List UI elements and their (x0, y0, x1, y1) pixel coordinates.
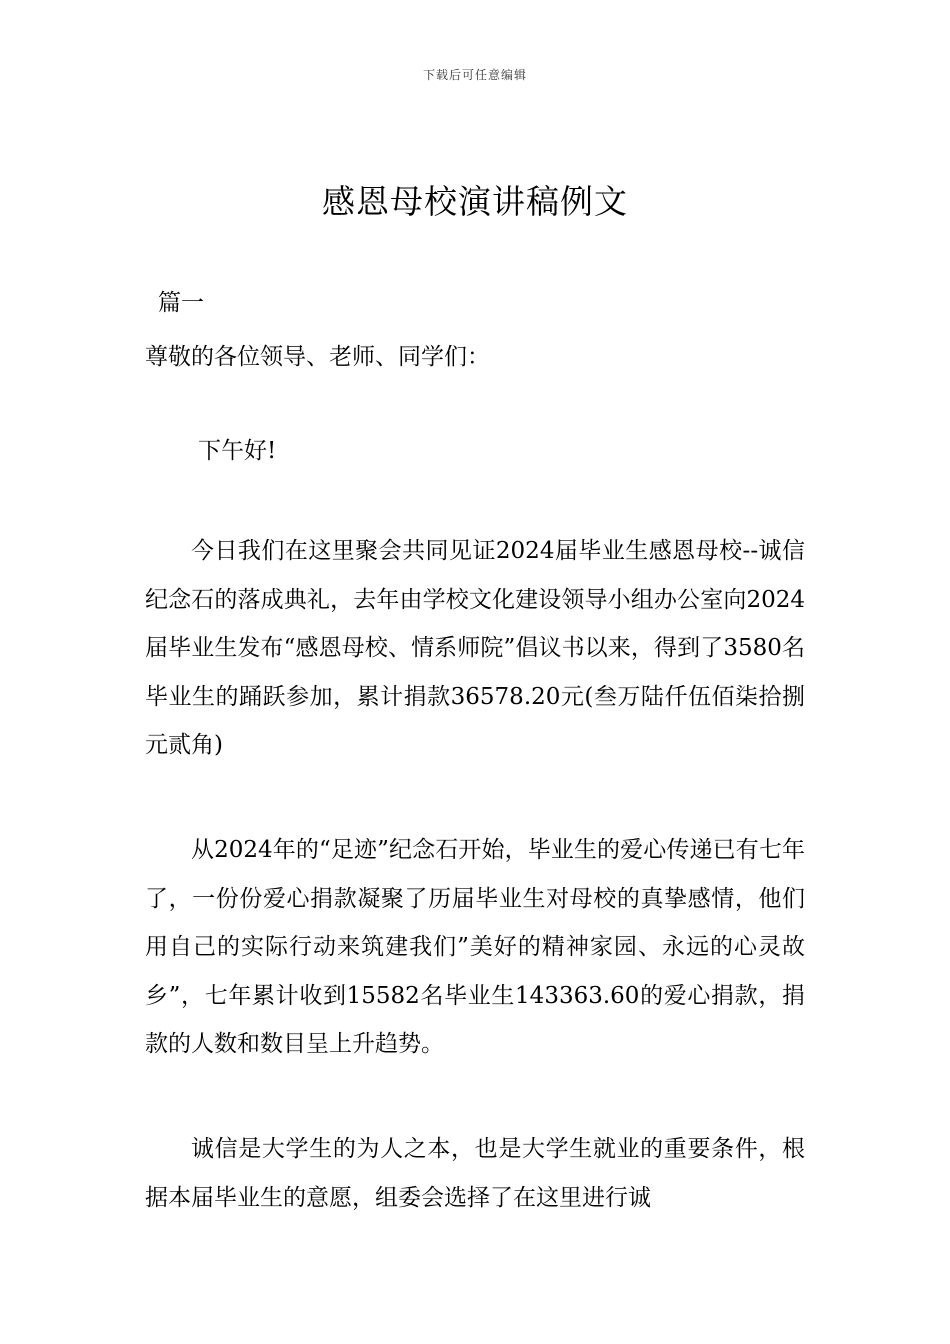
section-label: 篇一 (158, 290, 204, 316)
header-note: 下载后可任意编辑 (422, 68, 527, 82)
salutation: 尊敬的各位领导、老师、同学们： (145, 344, 490, 370)
body-paragraph-1: 今日我们在这里聚会共同见证2024届毕业生感恩母校--诚信纪念石的落成典礼，去年由学校文化建设领导小组办公室向2024届毕业生发布“感恩母校、情系师院”倡议书以来，得到了3580名毕业生的踊跃参加，累计捐款36578.20元(叁万陆仟伍佰柒拾捌元贰角) (145, 538, 805, 758)
body-paragraph-2: 从2024年的“足迹”纪念石开始，毕业生的爱心传递已有七年了，一份份爱心捐款凝聚了历届毕业生对母校的真挚感情，他们用自己的实际行动来筑建我们”美好的精神家园、永远的心灵故乡”，七年累计收到15582名毕业生143363.60的爱心捐款，捐款的人数和数目呈上升趋势。 (145, 837, 805, 1057)
body-paragraph-3: 诚信是大学生的为人之本，也是大学生就业的重要条件，根据本届毕业生的意愿，组委会选择了在这里进行诚 (145, 1136, 805, 1211)
greeting: 下午好! (198, 438, 277, 464)
document-title: 感恩母校演讲稿例文 (322, 182, 628, 221)
